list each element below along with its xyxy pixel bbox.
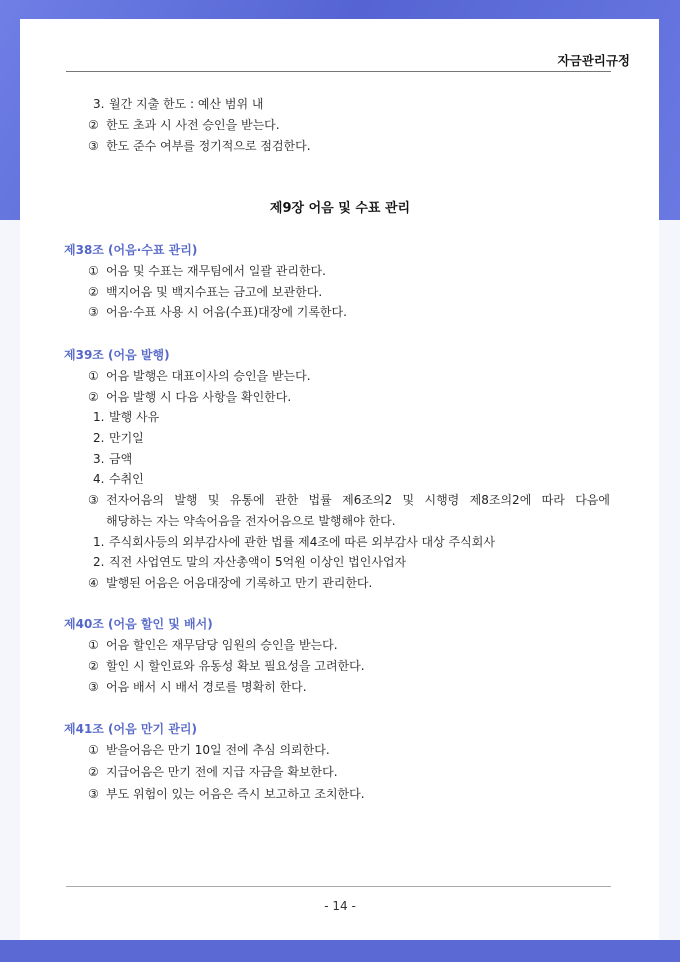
item-text: 어음 배서 시 배서 경로를 명확히 한다. xyxy=(106,680,307,694)
list-item xyxy=(88,657,365,674)
list-item xyxy=(88,137,311,154)
item-marker: ① xyxy=(88,369,99,383)
item-text: 어음 발행은 대표이사의 승인을 받는다. xyxy=(106,369,311,383)
sub-list-item xyxy=(93,450,132,467)
sub-list-item xyxy=(93,408,159,425)
item-marker: ② xyxy=(88,765,99,779)
item-marker: 1. xyxy=(93,410,105,424)
article-41-title: 제41조 (어음 만기 관리) xyxy=(64,722,197,736)
item-text: 어음 할인은 재무담당 임원의 승인을 받는다. xyxy=(106,638,338,652)
item-text: 지급어음은 만기 전에 지급 자금을 확보한다. xyxy=(106,765,338,779)
item-marker: ① xyxy=(88,743,99,757)
article-39-title: 제39조 (어음 발행) xyxy=(64,348,170,362)
item-marker: ③ xyxy=(88,139,99,153)
item-text: 수취인 xyxy=(109,472,144,486)
item-text: 어음 발행 시 다음 사항을 확인한다. xyxy=(106,390,292,404)
list-item xyxy=(88,763,338,780)
sub-list-item xyxy=(93,553,406,570)
header-rule xyxy=(66,71,611,72)
list-item xyxy=(88,303,347,320)
item-marker: ③ xyxy=(88,680,99,694)
page-number: - 14 - xyxy=(324,899,356,913)
item-text: 할인 시 할인료와 유동성 확보 필요성을 고려한다. xyxy=(106,659,365,673)
list-item xyxy=(88,388,291,405)
item-text: 금액 xyxy=(109,452,133,466)
list-item xyxy=(88,678,307,695)
sub-list-item xyxy=(93,470,144,487)
item-marker: 3. xyxy=(93,97,105,111)
item-marker: 1. xyxy=(93,535,105,549)
footer-rule xyxy=(66,886,611,887)
item-text: 한도 초과 시 사전 승인을 받는다. xyxy=(106,118,280,132)
item-marker: ② xyxy=(88,285,99,299)
item-marker: ② xyxy=(88,659,99,673)
list-item xyxy=(88,574,372,591)
background-bottom-band xyxy=(0,940,680,962)
item-text: 발행 사유 xyxy=(109,410,160,424)
chapter-title: 제9장 어음 및 수표 관리 xyxy=(269,201,411,216)
item-text: 어음 및 수표는 재무팀에서 일괄 관리한다. xyxy=(106,264,326,278)
item-text: 한도 준수 여부를 정기적으로 점검한다. xyxy=(106,139,311,153)
list-item xyxy=(88,116,280,133)
item-text: 직전 사업연도 말의 자산총액이 5억원 이상인 법인사업자 xyxy=(109,555,407,569)
item-marker: ① xyxy=(88,264,99,278)
item-text: 월간 지출 한도 : 예산 범위 내 xyxy=(109,97,264,111)
list-item xyxy=(88,785,365,802)
list-item xyxy=(88,262,326,279)
item-text: 발행된 어음은 어음대장에 기록하고 만기 관리한다. xyxy=(106,576,373,590)
item-marker: ② xyxy=(88,390,99,404)
item-text: 백지어음 및 백지수표는 금고에 보관한다. xyxy=(106,285,323,299)
item-marker: 4. xyxy=(93,472,105,486)
item-text: 만기일 xyxy=(109,431,144,445)
item-text: 받을어음은 만기 10일 전에 추심 의뢰한다. xyxy=(106,743,330,757)
list-item xyxy=(88,741,330,758)
list-item xyxy=(88,636,338,653)
list-item xyxy=(88,283,322,300)
article-40-title: 제40조 (어음 할인 및 배서) xyxy=(64,617,213,631)
item-text: 주식회사등의 외부감사에 관한 법률 제4조에 따른 외부감사 대상 주식회사 xyxy=(109,535,495,549)
item-marker: ③ xyxy=(88,493,99,507)
article-38-title: 제38조 (어음·수표 관리) xyxy=(64,243,198,257)
list-item-continuation: 해당하는 자는 약속어음을 전자어음으로 발행해야 한다. xyxy=(106,514,396,528)
header-title: 자금관리규정 xyxy=(557,53,630,68)
item-marker: ① xyxy=(88,638,99,652)
item-marker: ③ xyxy=(88,787,99,801)
item-marker: 2. xyxy=(93,555,105,569)
sub-list-item xyxy=(93,533,495,550)
item-marker: ③ xyxy=(88,305,99,319)
item-text: 어음·수표 사용 시 어음(수표)대장에 기록한다. xyxy=(106,305,347,319)
list-item xyxy=(93,95,263,112)
item-marker: ② xyxy=(88,118,99,132)
item-marker: ④ xyxy=(88,576,99,590)
item-text: 전자어음의 발행 및 유통에 관한 법률 제6조의2 및 시행령 제8조의2에 따라 다음에 xyxy=(106,493,610,507)
item-text: 부도 위험이 있는 어음은 즉시 보고하고 조치한다. xyxy=(106,787,365,801)
list-item xyxy=(88,367,311,384)
item-marker: 2. xyxy=(93,431,105,445)
item-marker: 3. xyxy=(93,452,105,466)
sub-list-item xyxy=(93,429,144,446)
list-item xyxy=(88,491,610,508)
